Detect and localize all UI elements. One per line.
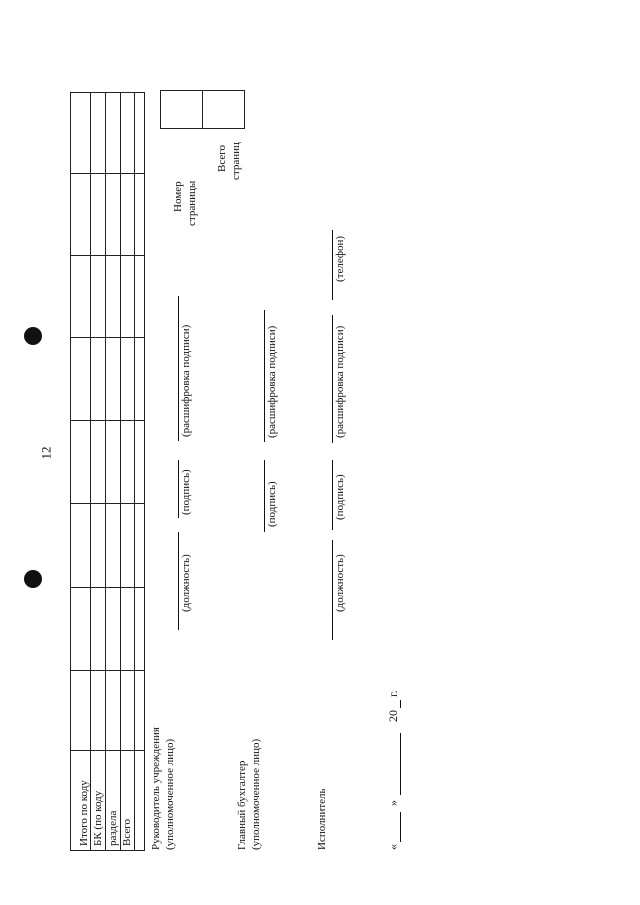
head-position-line <box>178 532 179 630</box>
executor-title: Исполнитель <box>316 788 328 850</box>
head-decoding-caption: (расшифровка подписи) <box>180 324 192 437</box>
head-title: Руководитель учреждения <box>150 727 162 850</box>
page-label-2: страницы <box>186 180 198 226</box>
total-pages-label-2: страниц <box>230 142 242 180</box>
executor-position-caption: (должность) <box>334 554 346 612</box>
executor-position-line <box>332 540 333 640</box>
accountant-subtitle: (уполномоченное лицо) <box>250 738 262 850</box>
table-row-label: раздела <box>107 810 119 846</box>
punch-hole-top <box>24 327 42 345</box>
accountant-title: Главный бухгалтер <box>236 760 248 850</box>
table-row-label: Итого по коду <box>78 780 90 846</box>
date-month-line <box>400 733 401 795</box>
executor-decoding-caption: (расшифровка подписи) <box>334 325 346 438</box>
table-row-label: Всего <box>121 819 133 846</box>
accountant-signature-line <box>264 460 265 532</box>
date-close-quote: » <box>386 800 400 806</box>
date-year-suffix: г. <box>386 690 400 697</box>
executor-decoding-line <box>332 315 333 443</box>
executor-signature-caption: (подпись) <box>334 474 346 520</box>
head-subtitle: (уполномоченное лицо) <box>164 738 176 850</box>
date-open-quote: « <box>386 844 400 850</box>
head-position-caption: (должность) <box>180 554 192 612</box>
executor-phone-caption: (телефон) <box>334 235 346 282</box>
page-number: 12 <box>38 446 54 460</box>
punch-hole-bottom <box>24 570 42 588</box>
accountant-decoding-caption: (расшифровка подписи) <box>266 325 278 438</box>
accountant-decoding-line <box>264 310 265 442</box>
total-pages-label: Всего <box>216 145 228 172</box>
date-day-line <box>400 812 401 842</box>
table-row-label: БК (по коду <box>92 790 104 846</box>
page-label: Номер <box>172 181 184 212</box>
accountant-signature-caption: (подпись) <box>266 481 278 527</box>
date-year-line <box>400 700 401 708</box>
head-signature-caption: (подпись) <box>180 469 192 515</box>
head-decoding-line <box>178 296 179 441</box>
executor-signature-line <box>332 460 333 530</box>
executor-phone-line <box>332 230 333 300</box>
date-year-prefix: 20 <box>386 710 400 722</box>
head-signature-line <box>178 460 179 518</box>
